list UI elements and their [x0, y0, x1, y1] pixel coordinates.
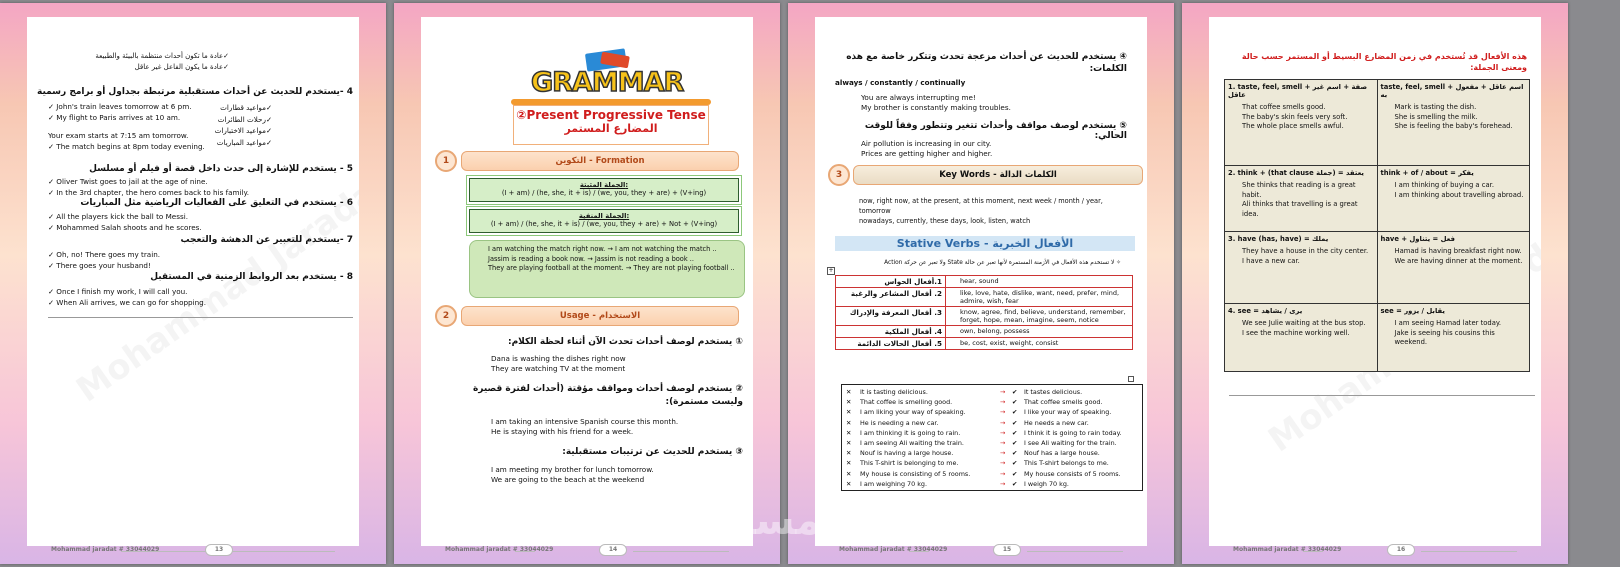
example: Dana is washing the dishes right now	[491, 354, 626, 363]
usage-example: She thinks that reading is a great habit.	[1242, 181, 1356, 199]
footer-line	[515, 551, 535, 552]
cross-icon: ✕	[846, 408, 852, 417]
formula-title: الجملة المثبتة:	[579, 181, 629, 189]
heading-4: 4 -يستخدم للحديث عن أحداث مستقبلية مرتبطة بجداول أو برامج رسمية	[37, 87, 353, 97]
cross-icon: ✕	[846, 479, 852, 488]
footer-line	[1027, 551, 1123, 552]
example: ✓ Oliver Twist goes to jail at the age of nine.	[48, 177, 208, 186]
comparison-row	[846, 448, 1138, 458]
right-sentence: I like your way of speaking.	[1024, 408, 1112, 417]
right-sentence: My house consists of 5 rooms.	[1024, 469, 1121, 478]
stative-verbs: own, belong, possess	[946, 326, 1133, 338]
usage-example: Jake is seeing his cousins this weekend.	[1394, 328, 1495, 346]
example: You are always interrupting me!	[861, 93, 976, 102]
right-sentence: I see Ali waiting for the train.	[1024, 439, 1117, 448]
usage-example: They have a house in the city center.	[1242, 247, 1369, 255]
heading-7: 7 -يستخدم للتعبير عن الدهشة والتعجب	[180, 235, 353, 245]
right-sentence: It tastes delicious.	[1024, 388, 1083, 396]
usage-cell-progressive	[1377, 166, 1530, 232]
usage-cell-heading: 2. think + (that clause جملة) = يعتقد	[1228, 169, 1364, 177]
comparison-row	[846, 469, 1138, 479]
usage-cell-simple	[1225, 80, 1378, 166]
comparison-row	[846, 458, 1138, 468]
keywords-list	[859, 196, 1119, 226]
check-icon: ✔	[1012, 469, 1018, 478]
example: They are watching TV at the moment	[491, 364, 626, 373]
usage-cell-heading: 4. see = يرى / يشاهد	[1228, 307, 1303, 315]
usage-cell-heading: taste, feel, smell + اسم عاقل + مفعول به	[1380, 83, 1524, 99]
usage-4-words: always / constantly / continually	[835, 78, 966, 87]
stative-verbs: hear, sound	[946, 276, 1133, 288]
usage-2: ② يستخدم لوصف أحداث ومواقف مؤقتة (أحداث لفترة قصيرة وليست مستمرة):	[472, 384, 743, 407]
page-number: 16	[1387, 544, 1415, 556]
stative-note: ✧ لا تستخدم هذه الأفعال في الأزمنة المستمرة لأنها تعبر عن حالة State ولا تعبر عن حركة Action	[884, 260, 1121, 266]
example: Jassim is reading a book now. → Jassim is not reading a book ..	[488, 254, 694, 263]
example: ✓ John's train leaves tomorrow at 6 pm.	[48, 102, 192, 111]
formula: (I + am) / (he, she, it + is) / (we, you, they + are) + (V+ing)	[501, 189, 707, 197]
usage-example: She is smelling the milk.	[1394, 112, 1478, 121]
cross-icon: ✕	[846, 439, 852, 448]
comparison-row	[846, 479, 1138, 489]
usage-row	[1225, 80, 1530, 166]
label: ✓مواعيد قطارات	[220, 103, 272, 112]
section-number: 1	[435, 150, 457, 172]
stative-row	[836, 276, 1133, 288]
wrong-sentence: This T-shirt is belonging to me.	[860, 459, 959, 468]
label: ✓رحلات الطائرات	[217, 114, 272, 124]
usage-example: I am seeing Hamad later today.	[1394, 319, 1502, 327]
top-notes	[95, 51, 229, 73]
usage-cell-simple	[1225, 304, 1378, 372]
cross-icon: ✕	[846, 398, 852, 407]
wrong-sentence: I am liking your way of speaking.	[860, 408, 966, 417]
example: We are going to the beach at the weekend	[491, 475, 645, 484]
keyword-line: nowadays, currently, these days, look, listen, watch	[859, 217, 1031, 225]
usage-example: She is feeling the baby's forehead.	[1394, 122, 1513, 130]
examples-7	[48, 249, 160, 271]
usage-row	[1225, 304, 1530, 372]
usage-2-examples	[491, 417, 678, 437]
move-handle-icon[interactable]: +	[828, 267, 834, 274]
page-number: 14	[599, 544, 627, 556]
section-number: 3	[828, 164, 850, 186]
wrong-sentence: I am thinking it is going to rain.	[860, 428, 961, 437]
comparison-row	[846, 428, 1138, 438]
arrow-icon: →	[1000, 408, 1006, 417]
footer-name: Mohammad jaradat # 33044029	[839, 546, 948, 553]
usage-cell-heading: 3. have (has, have) = يملك	[1228, 235, 1329, 243]
heading-8: 8 - يستخدم بعد الروابط الزمنية في المستقبل	[150, 272, 353, 282]
stative-table	[835, 275, 1133, 350]
section-usage: Usage - الاستخدام	[461, 306, 739, 326]
check-icon: ✔	[1012, 408, 1018, 417]
wrong-sentence: That coffee is smelling good.	[860, 398, 953, 407]
section-number: 2	[435, 305, 457, 327]
arrow-icon: →	[1000, 479, 1006, 488]
usage-example: Ali thinks that travelling is a great idea.	[1242, 200, 1358, 218]
page-13	[0, 3, 386, 564]
stative-title: Stative Verbs - الأفعال الخبرية	[835, 236, 1135, 251]
usage-4-examples	[861, 93, 1011, 113]
wrong-sentence: My house is consisting of 5 rooms.	[860, 469, 971, 478]
formula-box-affirmative	[469, 178, 739, 202]
usage-cell-simple	[1225, 166, 1378, 232]
usage-3-examples	[491, 465, 654, 485]
comparison-row	[846, 407, 1138, 417]
usage-1: ① يستخدم لوصف أحداث تحدث الآن أثناء لحظة الكلام:	[507, 337, 743, 347]
note: ✓عادة ما تكون أحداث منتظمة بالبيئة والطبيعة	[95, 52, 229, 60]
usage-cell-heading: 1. taste, feel, smell + صفة + اسم غير عاقل	[1228, 83, 1368, 99]
example: They are playing football at the moment. → They are not playing football ..	[488, 264, 735, 272]
stative-category: 1.أفعال الحواس	[836, 276, 946, 288]
example: ✓ The match begins at 8pm today evening.	[48, 141, 205, 151]
wrong-sentence: I am weighing 70 kg.	[860, 479, 927, 488]
arrow-icon: →	[1000, 459, 1006, 468]
usage-row	[1225, 166, 1530, 232]
usage-example: We are having dinner at the moment.	[1394, 256, 1523, 265]
formula: (I + am) / (he, she, it + is) / (we, you, they + are) + Not + (V+ing)	[490, 220, 718, 228]
example: Your exam starts at 7:15 am tomorrow.	[48, 131, 189, 140]
usage-5: ⑤ يستخدم لوصف مواقف وأحداث تتغير وتتطور وفقاً للوقت الحالي:	[864, 121, 1127, 141]
cross-icon: ✕	[846, 418, 852, 427]
usage-row	[1225, 232, 1530, 304]
example: My brother is constantly making troubles.	[861, 103, 1011, 112]
stative-category: 5. أفعال الحالات الدائمة	[836, 338, 946, 350]
usage-cell-progressive	[1377, 232, 1530, 304]
wrong-right-box	[841, 384, 1143, 491]
note: ✓عادة ما يكون الفاعل غير عاقل	[134, 63, 229, 71]
stative-row	[836, 338, 1133, 350]
check-icon: ✔	[1012, 418, 1018, 427]
right-sentence: I think it is going to rain today.	[1024, 428, 1122, 437]
check-icon: ✔	[1012, 479, 1018, 488]
check-icon: ✔	[1012, 459, 1018, 468]
wrong-sentence: It is tasting delicious.	[860, 388, 928, 396]
examples-box	[469, 240, 745, 298]
example: ✓ Oh, no! There goes my train.	[48, 250, 161, 259]
usage-1-examples	[491, 354, 626, 374]
usage-4: ④ يستخدم للحديث عن أحداث مزعجة تحدث وتتكرر خاصة مع هذه الكلمات:	[846, 52, 1127, 74]
usage-cell-simple	[1225, 232, 1378, 304]
footer	[25, 546, 361, 558]
stative-verbs: like, love, hate, dislike, want, need, prefer, mind, admire, wish, fear	[946, 288, 1133, 307]
usage-example: I have a new car.	[1242, 256, 1300, 265]
usage-example: Mark is tasting the dish.	[1394, 103, 1477, 111]
title-number: ②	[516, 108, 527, 122]
usage-example: That coffee smells good.	[1242, 103, 1326, 111]
page-number: 13	[205, 544, 233, 556]
right-sentence: I weigh 70 kg.	[1024, 479, 1069, 488]
comparison-row	[846, 397, 1138, 407]
footer	[813, 546, 1149, 558]
divider	[1229, 395, 1535, 396]
right-sentence: He needs a new car.	[1024, 418, 1089, 427]
page-content	[421, 17, 753, 546]
check-icon: ✔	[1012, 449, 1018, 458]
usage-table	[1224, 79, 1530, 372]
arrow-icon: →	[1000, 418, 1006, 427]
site-watermark: خمسات	[700, 498, 852, 544]
usage-5-examples	[861, 139, 992, 159]
footer	[419, 546, 755, 558]
stative-verbs: be, cost, exist, weight, consist	[946, 338, 1133, 350]
cross-icon: ✕	[846, 428, 852, 437]
example: I am meeting my brother for lunch tomorrow.	[491, 465, 654, 474]
arrow-icon: →	[1000, 469, 1006, 478]
page-14	[394, 3, 780, 564]
example: ✓ Mohammed Salah shoots and he scores.	[48, 223, 202, 232]
usage-example: The baby's skin feels very soft.	[1242, 112, 1348, 121]
example: ✓ Once I finish my work, I will call you.	[48, 287, 188, 296]
example: I am taking an intensive Spanish course this month.	[491, 417, 679, 426]
usage-cell-heading: have + فعل = يتناول	[1380, 235, 1455, 243]
formula-box-negative	[469, 209, 739, 233]
right-sentence: That coffee smells good.	[1024, 398, 1103, 407]
example: Air pollution is increasing in our city.	[861, 139, 992, 148]
comparison-row	[846, 418, 1138, 428]
usage-example: I am thinking about travelling abroad.	[1394, 190, 1524, 199]
arrow-icon: →	[1000, 449, 1006, 458]
usage-example: The whole place smells awful.	[1242, 122, 1344, 130]
arrow-icon: →	[1000, 388, 1006, 396]
comparison-row	[846, 387, 1138, 397]
arrow-icon: →	[1000, 398, 1006, 407]
label: ✓مواعيد الاختبارات	[214, 126, 272, 135]
title-en: Present Progressive Tense	[526, 108, 706, 122]
logo-text: GRAMMAR	[531, 67, 684, 98]
footer	[1207, 546, 1543, 558]
cross-icon: ✕	[846, 449, 852, 458]
arrow-icon: →	[1000, 439, 1006, 448]
comparison-row	[846, 438, 1138, 448]
examples-6	[48, 211, 202, 233]
section-keywords: Key Words - الكلمات الدالة	[853, 165, 1143, 185]
usage-cell-heading: think + of / about = يفكر	[1380, 169, 1474, 177]
formula-title: الجملة المنفية:	[578, 212, 630, 220]
example: I am watching the match right now. → I am not watching the match ..	[488, 245, 717, 253]
page-number: 15	[993, 544, 1021, 556]
heading-6: 6 - يستخدم في التعليق على الفعاليات الرياضية مثل المباريات	[80, 198, 353, 208]
keyword-line: now, right now, at the present, at this moment, next week / month / year, tomorrow	[859, 197, 1103, 215]
grammar-logo	[531, 51, 684, 101]
title-ar: المضارع المستمر	[564, 122, 658, 135]
stative-row	[836, 307, 1133, 326]
resize-handle[interactable]	[1128, 376, 1134, 382]
stative-row	[836, 288, 1133, 307]
heading-5: 5 - يستخدم للإشارة إلى حدث داخل قصة أو فيلم أو مسلسل	[89, 164, 353, 174]
arrow-icon: →	[1000, 428, 1006, 437]
page-content	[1209, 17, 1541, 546]
stative-category: 4. أفعال الملكية	[836, 326, 946, 338]
page-content	[27, 17, 359, 546]
check-icon: ✔	[1012, 439, 1018, 448]
usage-example: Hamad is having breakfast right now.	[1394, 247, 1522, 255]
footer-line	[909, 551, 929, 552]
footer-name: Mohammad jaradat # 33044029	[1233, 546, 1342, 553]
page-heading: هذه الأفعال قد تُستخدم في زمن المضارع البسيط أو المستمر حسب حالة ومعنى الجملة:	[1241, 52, 1527, 72]
check-icon: ✔	[1012, 398, 1018, 407]
example: ✓ When Ali arrives, we can go for shopping.	[48, 298, 207, 307]
stative-row	[836, 326, 1133, 338]
right-sentence: Nouf has a large house.	[1024, 449, 1100, 458]
usage-example: I am thinking of buying a car.	[1394, 181, 1494, 189]
example: Prices are getting higher and higher.	[861, 149, 993, 158]
right-sentence: This T-shirt belongs to me.	[1024, 459, 1109, 468]
usage-cell-heading: see = يقابل / يزور	[1380, 307, 1445, 315]
stative-verbs: know, agree, find, believe, understand, remember, forget, hope, mean, imagine, seem, notice	[946, 307, 1133, 326]
footer-line	[633, 551, 729, 552]
usage-3: ③ يستخدم للحديث عن ترتيبات مستقبلية:	[562, 447, 743, 457]
section-formation: التكوين - Formation	[461, 151, 739, 171]
cross-icon: ✕	[846, 388, 852, 396]
stative-category: 2. أفعال المشاعر والرغبة	[836, 288, 946, 307]
check-icon: ✔	[1012, 428, 1018, 437]
footer-line	[1421, 551, 1517, 552]
divider	[48, 317, 353, 318]
usage-cell-progressive	[1377, 304, 1530, 372]
stative-category: 3. أفعال المعرفة والإدراك	[836, 307, 946, 326]
usage-example: I see the machine working well.	[1242, 328, 1350, 337]
page-15	[788, 3, 1174, 564]
label: ✓مواعيد المباريات	[216, 137, 272, 147]
footer-line	[1303, 551, 1323, 552]
examples-4	[48, 102, 208, 152]
examples-8	[48, 286, 206, 308]
title-box	[513, 105, 709, 145]
cross-icon: ✕	[846, 459, 852, 468]
footer-name: Mohammad jaradat # 33044029	[445, 546, 554, 553]
check-icon: ✔	[1012, 388, 1018, 396]
usage-example: We see Julie waiting at the bus stop.	[1242, 319, 1366, 327]
examples-4-ar	[202, 102, 272, 148]
example: ✓ In the 3rd chapter, the hero comes back to his family.	[48, 188, 250, 197]
example: ✓ All the players kick the ball to Messi.	[48, 212, 188, 221]
footer-name: Mohammad jaradat # 33044029	[51, 546, 160, 553]
wrong-sentence: I am seeing Ali waiting the train.	[860, 439, 964, 448]
page-content	[815, 17, 1147, 546]
examples-5	[48, 176, 249, 198]
wrong-sentence: Nouf is having a large house.	[860, 449, 954, 458]
wrong-sentence: He is needing a new car.	[860, 418, 939, 427]
example: ✓ My flight to Paris arrives at 10 am.	[48, 112, 181, 122]
usage-cell-progressive	[1377, 80, 1530, 166]
cross-icon: ✕	[846, 469, 852, 478]
example: ✓ There goes your husband!	[48, 261, 151, 270]
example: He is staying with his friend for a week.	[491, 427, 634, 436]
page-16	[1182, 3, 1568, 564]
